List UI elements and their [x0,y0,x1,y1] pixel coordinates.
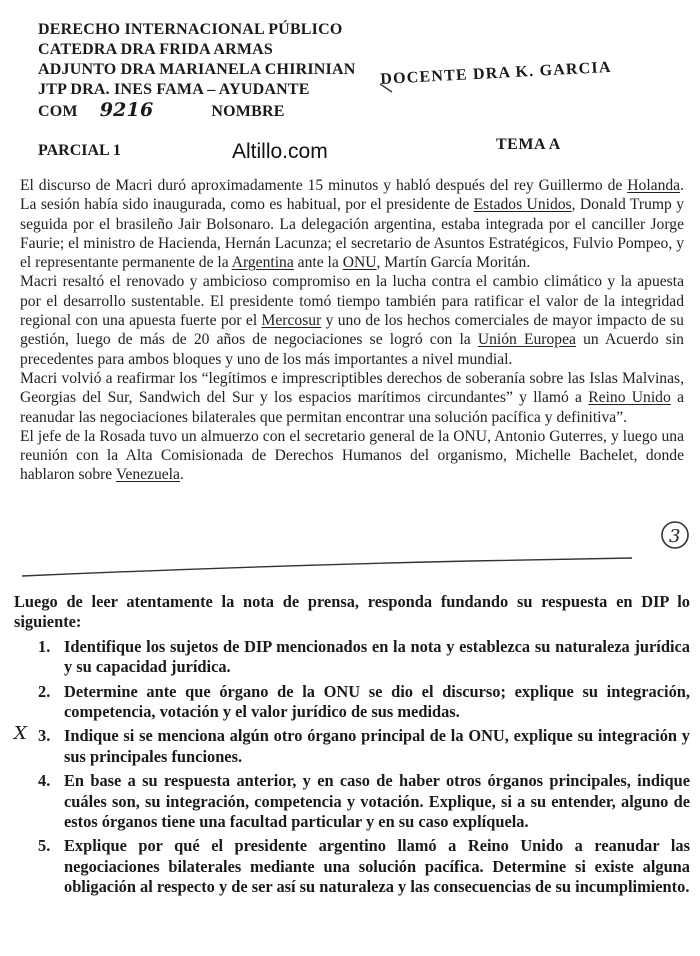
question-number: 4. [38,771,51,791]
question-text: En base a su respuesta anterior, y en caso de haber otros órganos principales, indique cuáles son, su integración, competencia y votación. Explique, si a su entender, alguno de estos órganos tiene una facultad particular y en su caso explíquela. [64,771,690,832]
question-text: Explique por qué el presidente argentino llamó a Reino Unido a reanudar las negociaciones bilaterales mediante una solución pacífica. Determine si existe alguna obligación al respecto y de ser así su naturaleza y las consecuencias de su incumplimiento. [64,836,690,897]
question-item [14,723,690,767]
docente-line: DOCENTE DRA K. GARCIA [380,58,613,88]
question-text: Indique si se menciona algún otro órgano principal de la ONU, explique su integración y sus principales funciones. [64,726,690,766]
article-paragraph: El discurso de Macri duró aproximadamente 15 minutos y habló después del rey Guillermo de Holanda. La sesión había sido inaugurada, como es habitual, por el presidente de Estados Unidos, Donald Trump y seguida por el brasileño Jair Bolsonaro. La delegación argentina, estaba integrada por el canciller Jorge Faurie; el ministro de Hacienda, Hernán Lacunza; el secretario de Asuntos Estratégicos, Fulvio Pompeo, y el representante permanente de la Argentina ante la ONU, Martín García Moritán. [20,177,684,272]
chair-line: CATEDRA DRA FRIDA ARMAS [38,41,273,58]
underlined-mercosur: Mercosur [261,312,322,330]
com-handwritten-number: 9216 [99,99,154,121]
question-item [14,682,690,723]
underlined-reino-unido: Reino Unido [588,389,671,407]
article-paragraph: Macri volvió a reafirmar los “legítimos e imprescriptibles derechos de soberanía sobre las Islas Malvinas, Georgias del Sur, Sandwich del Sur y los espacios marítimos circundantes” y llamó a Reino Unido a reanudar las negociaciones bilaterales que permitan encontrar una solución pacífica y definitiva”. [20,369,684,426]
tema-label: TEMA A [496,136,561,153]
underlined-union-europea: Unión Europea [477,331,576,349]
parcial-label: PARCIAL 1 [38,142,121,159]
underlined-venezuela: Venezuela [115,466,180,484]
grade-mark: 3 [669,526,681,547]
question-text: Determine ante que órgano de la ONU se dio el discurso; explique su integración, competencia, votación y el valor jurídico de sus medidas. [64,681,690,722]
underlined-onu: ONU [342,254,377,272]
question-item [14,637,690,678]
adjunct-line: ADJUNTO DRA MARIANELA CHIRINIAN [38,61,356,78]
question-number: 3. [38,726,51,746]
exam-questions [14,592,690,902]
underlined-eeuu: Estados Unidos [473,196,572,214]
questions-intro: Luego de leer atentamente la nota de prensa, responda fundando su respuesta en DIP lo siguiente: [14,592,690,632]
article-paragraph: El jefe de la Rosada tuvo un almuerzo con el secretario general de la ONU, Antonio Guterres, y luego una reunión con la Alta Comisionada de Derechos Humanos del organismo, Michelle Bachelet, donde hablaron sobre Venezuela. [20,427,684,484]
pen-dash [380,84,392,92]
underlined-argentina: Argentina [231,254,294,272]
site-watermark: Altillo.com [232,140,328,163]
nombre-label: NOMBRE [211,103,285,120]
underlined-holanda: Holanda [627,177,681,194]
question-number: 1. [38,636,51,656]
question-number: 2. [38,681,51,701]
com-label: COM [38,103,78,120]
article-paragraph: Macri resaltó el renovado y ambicioso compromiso en la lucha contra el cambio climático y la apuesta por el desarrollo sustentable. El presidente tomó tiempo también para ratificar el valor de la integridad regional con una apuesta fuerte por el Mercosur y uno de los hechos comerciales de mayor impacto de su gestión, luego de más de 20 años de negociaciones se logró con la Unión Europea un Acuerdo sin precedentes para ambos bloques y uno de los más importantes a nivel mundial. [20,273,684,368]
question-item [14,836,690,897]
course-title: DERECHO INTERNACIONAL PÚBLICO [38,21,343,38]
question-number: 5. [38,836,51,856]
question-item [14,771,690,832]
question-text: Identifique los sujetos de DIP mencionados en la nota y establezca su naturaleza jurídica y su capacidad jurídica. [64,636,690,677]
question-mark: X [14,723,27,745]
jtp-line: JTP DRA. INES FAMA – AYUDANTE [38,81,310,98]
pen-underline [22,558,632,576]
